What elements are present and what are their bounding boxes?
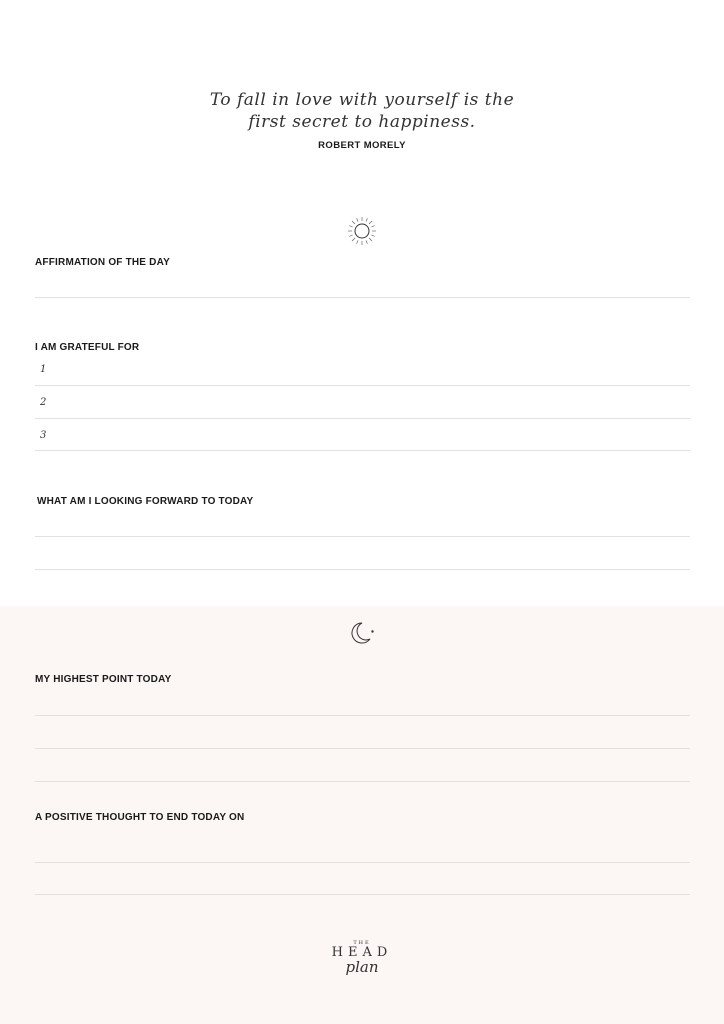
- grateful-heading: I AM GRATEFUL FOR: [35, 342, 140, 353]
- grateful-number-1: 1: [40, 364, 47, 375]
- moon-icon: [349, 621, 377, 645]
- highest-point-heading: MY HIGHEST POINT TODAY: [35, 674, 172, 685]
- quote-author: ROBERT MORELY: [318, 140, 406, 151]
- looking-forward-heading: WHAT AM I LOOKING FORWARD TO TODAY: [37, 496, 254, 507]
- logo-plan: plan: [345, 958, 379, 976]
- looking-forward-line-1[interactable]: [35, 536, 690, 537]
- affirmation-heading: AFFIRMATION OF THE DAY: [35, 257, 170, 268]
- grateful-line-1[interactable]: [35, 385, 690, 386]
- grateful-line-2[interactable]: [35, 418, 690, 419]
- quote-line-1: To fall in love with yourself is the: [209, 90, 515, 110]
- positive-thought-line-1[interactable]: [35, 862, 690, 863]
- positive-thought-heading: A POSITIVE THOUGHT TO END TODAY ON: [35, 812, 245, 823]
- logo-head: HEAD: [331, 945, 393, 960]
- sun-icon: [347, 216, 377, 246]
- highest-point-line-1[interactable]: [35, 715, 690, 716]
- looking-forward-line-2[interactable]: [35, 569, 690, 570]
- grateful-number-3: 3: [40, 430, 47, 441]
- affirmation-line[interactable]: [35, 297, 690, 298]
- grateful-line-3[interactable]: [35, 450, 690, 451]
- logo-the: THE: [353, 940, 371, 946]
- highest-point-line-3[interactable]: [35, 781, 690, 782]
- highest-point-line-2[interactable]: [35, 748, 690, 749]
- quote-line-2: first secret to happiness.: [248, 112, 476, 132]
- positive-thought-line-2[interactable]: [35, 894, 690, 895]
- grateful-number-2: 2: [40, 397, 47, 408]
